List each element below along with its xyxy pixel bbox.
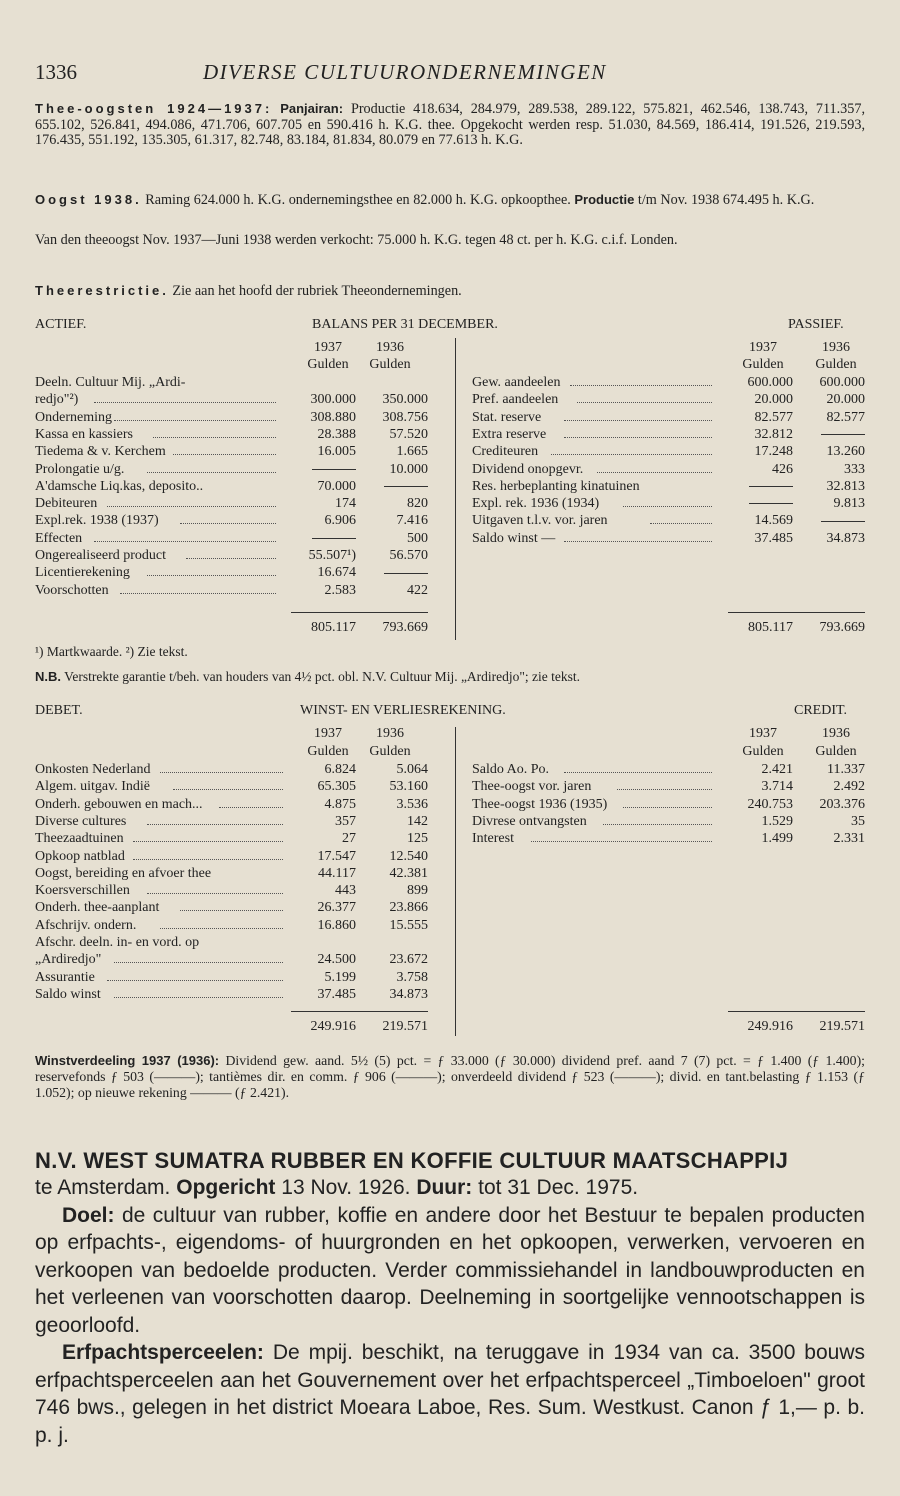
table-cell-1936: [362, 478, 428, 495]
dot-leader: [107, 969, 283, 981]
table-row-label: Debiteuren: [35, 496, 98, 512]
dot-leader: [94, 391, 276, 403]
table-row-label: Assurantie: [35, 969, 95, 985]
table-cell-1936: 308.756: [382, 409, 428, 425]
balans-year-1936-right: 1936: [822, 340, 850, 355]
table-row-label: Voorschotten: [35, 582, 109, 598]
winst-unit-right-2: Gulden: [815, 744, 857, 759]
dot-leader: [564, 426, 712, 438]
table-row-label: Algem. uitgav. Indië: [35, 779, 150, 795]
table-cell-1936: 2.492: [833, 779, 865, 795]
table-cell-1937: 1.499: [761, 831, 793, 847]
table-cell-1937: 240.753: [747, 796, 793, 812]
dot-leader: [180, 512, 276, 524]
dot-leader: [133, 848, 283, 860]
winst-total-1937-right: 249.916: [747, 1019, 793, 1034]
nb-text: Verstrekte garantie t/beh. van houders van 4½ pct. obl. N.V. Cultuur Mij. „Ardiredjo"; zie tekst.: [64, 669, 581, 684]
table-cell-1937: 308.880: [310, 409, 356, 425]
table-row-label: Uitgaven t.l.v. vor. jaren: [472, 513, 608, 529]
table-cell-1937: 32.812: [754, 426, 793, 442]
dot-leader: [114, 986, 283, 998]
table-row-label: Afschr. deeln. in- en vord. op: [35, 935, 200, 950]
harvest-1938-text: Raming 624.000 h. K.G. ondernemingsthee en 82.000 h. K.G. opkoopthee.: [145, 192, 571, 208]
table-cell-1937: 16.674: [317, 565, 356, 581]
table-cell-1936: 203.376: [819, 796, 865, 812]
table-cell-1937: 4.875: [324, 796, 356, 812]
winst-total-rule-right: [728, 1011, 865, 1012]
table-cell-1936: [362, 564, 428, 581]
table-row-label: A'damsche Liq.kas, deposito..: [35, 478, 204, 494]
table-row-label: Dividend onopgevr.: [472, 461, 584, 477]
table-row-label: Licentierekening: [35, 565, 130, 581]
tea-restriction-text: Zie aan het hoofd der rubriek Theeondernemingen.: [172, 283, 462, 299]
table-row-label: redjo"²): [35, 392, 79, 408]
table-cell-1937: 443: [335, 883, 356, 899]
winst-total-1936-left: 219.571: [382, 1019, 428, 1034]
table-cell-1936: 10.000: [389, 461, 428, 477]
dot-leader: [219, 796, 283, 808]
opgericht-date: 13 Nov. 1926.: [281, 1176, 411, 1199]
dot-leader: [147, 882, 283, 894]
dot-leader: [94, 530, 276, 542]
nb-label: N.B.: [35, 669, 61, 684]
dot-leader: [114, 951, 283, 963]
balans-unit-right-1: Gulden: [742, 357, 784, 372]
table-row-label: Opkoop natblad: [35, 848, 125, 864]
table-cell-1937: 6.824: [324, 762, 356, 777]
doel-paragraph: [35, 1202, 865, 1340]
table-cell-1937: 3.714: [761, 779, 793, 795]
tea-harvest-paragraph: [35, 101, 865, 149]
empty-value-dash: [384, 486, 428, 487]
winst-total-1936-right: 219.571: [819, 1019, 865, 1034]
dot-leader: [153, 426, 276, 438]
dot-leader: [114, 409, 276, 421]
winstverdeeling-paragraph: [35, 1053, 865, 1101]
dot-leader: [603, 813, 712, 825]
dot-leader: [551, 443, 712, 455]
dot-leader: [617, 778, 712, 790]
table-cell-1937: 14.569: [754, 513, 793, 529]
table-cell-1937: 26.377: [317, 900, 356, 916]
empty-value-dash: [821, 434, 865, 435]
table-cell-1937: 6.906: [324, 513, 356, 529]
winst-credit-title: CREDIT.: [794, 703, 848, 718]
dot-leader: [623, 495, 712, 507]
table-row-label: Thee-oogst vor. jaren: [472, 779, 592, 795]
balans-title: BALANS PER 31 DECEMBER.: [312, 317, 498, 332]
winst-year-1937-left: 1937: [314, 726, 342, 741]
harvest-1938-text-2: t/m Nov. 1938 674.495 h. K.G.: [637, 192, 815, 208]
table-cell-1936: 13.260: [826, 444, 865, 460]
table-row-label: Gew. aandeelen: [472, 375, 561, 390]
table-cell-1936: 5.064: [396, 762, 428, 777]
balans-total-1937-right: 805.117: [748, 620, 793, 635]
table-cell-1937: 65.305: [317, 779, 356, 795]
table-row-label: Onderh. gebouwen en mach...: [35, 796, 203, 812]
table-cell-1936: 142: [407, 813, 428, 829]
dot-leader: [160, 761, 283, 773]
table-row-label: Onderh. thee-aanplant: [35, 900, 160, 916]
duur-label: Duur:: [416, 1176, 473, 1199]
table-cell-1936: 57.520: [389, 426, 428, 442]
table-cell-1936: 1.665: [396, 444, 428, 460]
balans-passief-title: PASSIEF.: [788, 317, 844, 332]
table-cell-1937: 37.485: [754, 530, 793, 546]
table-row-label: „Ardiredjo": [35, 952, 102, 968]
dot-leader: [531, 830, 712, 842]
winstverdeeling-text: Dividend gew. aand. 5½ (5) pct. = ƒ 33.000 (ƒ 30.000) dividend pref. aand 7 (7) pct. = ƒ 1.400 (ƒ 1.400); reservefonds ƒ 503 (———); tantièmes dir. en comm. ƒ 906 (———); onverdeeld dividend ƒ 523 (———); divid. en tant.belasting ƒ 1.153 (ƒ 1.052); op nieuwe rekening ——— (ƒ 2.421).: [35, 1053, 866, 1100]
table-cell-1936: 899: [407, 883, 428, 899]
table-cell-1936: 53.160: [389, 779, 428, 795]
dot-leader: [577, 391, 712, 403]
table-cell-1937: 426: [772, 461, 793, 477]
running-title: DIVERSE CULTUURONDERNEMINGEN: [203, 60, 607, 84]
table-cell-1936: 34.873: [826, 530, 865, 546]
balans-total-1936-left: 793.669: [382, 620, 428, 635]
table-cell-1937: 17.248: [754, 444, 793, 460]
harvest-1938-heading: Oogst 1938.: [35, 192, 142, 207]
winst-unit-left-1: Gulden: [307, 744, 349, 759]
table-row-label: Extra reserve: [472, 426, 547, 442]
dot-leader: [107, 495, 276, 507]
dot-leader: [180, 899, 283, 911]
table-cell-1936: 23.672: [389, 952, 428, 968]
table-cell-1936: 3.536: [396, 796, 428, 812]
table-row-label: Effecten: [35, 530, 83, 546]
table-row-label: Crediteuren: [472, 444, 539, 460]
table-row-label: Oogst, bereiding en afvoer thee: [35, 865, 212, 881]
table-row-label: Onkosten Nederland: [35, 762, 151, 777]
table-cell-1936: [799, 512, 865, 529]
table-cell-1937: [288, 461, 356, 478]
table-cell-1937: 37.485: [317, 986, 356, 1002]
winst-debet-title: DEBET.: [35, 703, 83, 718]
table-row-label: Deeln. Cultuur Mij. „Ardi-: [35, 375, 186, 390]
empty-value-dash: [749, 486, 793, 487]
table-row-label: Thee-oogst 1936 (1935): [472, 796, 608, 812]
empty-value-dash: [821, 521, 865, 522]
table-cell-1937: 20.000: [754, 392, 793, 408]
table-cell-1937: [725, 495, 793, 512]
company-founding-line: [35, 1174, 865, 1202]
balans-total-rule-left: [291, 612, 428, 613]
panjairan-label: Panjairan:: [280, 101, 344, 116]
dot-leader: [597, 461, 712, 473]
dot-leader: [186, 547, 276, 559]
table-row-label: Afschrijv. ondern.: [35, 917, 137, 933]
table-cell-1937: 16.860: [317, 917, 356, 933]
balans-actief-title: ACTIEF.: [35, 317, 87, 332]
winst-year-1937-right: 1937: [749, 726, 777, 741]
table-cell-1937: 82.577: [754, 409, 793, 425]
table-cell-1936: 34.873: [389, 986, 428, 1002]
table-cell-1937: 2.421: [761, 762, 793, 777]
table-cell-1936: 500: [407, 530, 428, 546]
table-cell-1936: 350.000: [382, 392, 428, 408]
table-row-label: Expl. rek. 1936 (1934): [472, 496, 600, 512]
table-cell-1937: 16.005: [317, 444, 356, 460]
table-row-label: Theezaadtuinen: [35, 831, 124, 847]
table-cell-1937: [725, 478, 793, 495]
table-cell-1937: 28.388: [317, 426, 356, 442]
table-cell-1936: 12.540: [389, 848, 428, 864]
balans-divider: [455, 338, 456, 640]
table-row-label: Stat. reserve: [472, 409, 542, 425]
table-row-label: Onderneming: [35, 409, 112, 425]
table-row-label: Pref. aandeelen: [472, 392, 559, 408]
winst-divider: [455, 727, 456, 1036]
tea-harvest-heading: Thee-oogsten 1924—1937:: [35, 101, 273, 116]
table-row-label: Saldo winst: [35, 986, 101, 1002]
dot-leader: [173, 778, 283, 790]
dot-leader: [133, 830, 283, 842]
production-label: Productie: [574, 192, 635, 207]
table-cell-1937: 1.529: [761, 813, 793, 829]
nb-note: [35, 668, 580, 685]
balans-unit-left-2: Gulden: [369, 357, 411, 372]
erfpacht-paragraph: [35, 1339, 865, 1449]
table-cell-1936: [799, 426, 865, 443]
company-name: N.V. WEST SUMATRA RUBBER EN KOFFIE CULTUUR MAATSCHAPPIJ: [35, 1148, 789, 1173]
empty-value-dash: [312, 469, 356, 470]
balans-unit-right-2: Gulden: [815, 357, 857, 372]
table-cell-1936: 15.555: [389, 917, 428, 933]
table-cell-1937: 5.199: [324, 969, 356, 985]
table-cell-1936: 20.000: [826, 392, 865, 408]
table-row-label: Divrese ontvangsten: [472, 813, 587, 829]
table-row-label: Interest: [472, 831, 514, 847]
dot-leader: [160, 917, 283, 929]
table-cell-1936: 35: [851, 813, 865, 829]
table-cell-1936: 11.337: [827, 762, 865, 777]
erfpacht-text: De mpij. beschikt, na teruggave in 1934 van ca. 3500 bouws erfpachtsperceelen aan het Gouvernement over het erfpachtsperceel „Timboeloen" groot 746 bws., gelegen in het district Moeara Laboe, Res. Sum. Westkust. Canon ƒ 1,— p. b. p. j.: [35, 1341, 865, 1447]
dot-leader: [120, 582, 276, 594]
tea-restriction-paragraph: [35, 283, 865, 300]
dot-leader: [570, 374, 712, 386]
balans-year-1937-right: 1937: [749, 340, 777, 355]
table-cell-1936: 7.416: [396, 513, 428, 529]
dot-leader: [564, 530, 712, 542]
table-row-label: Diverse cultures: [35, 813, 127, 829]
dot-leader: [564, 409, 712, 421]
balans-year-1936-left: 1936: [376, 340, 404, 355]
table-cell-1936: 56.570: [389, 548, 428, 563]
winst-total-rule-left: [291, 1011, 428, 1012]
tea-restriction-heading: Theerestrictie.: [35, 283, 169, 298]
table-cell-1937: 70.000: [317, 478, 356, 494]
dot-leader: [173, 443, 276, 455]
table-cell-1937: 55.507¹): [308, 548, 356, 563]
table-row-label: Koersverschillen: [35, 883, 130, 899]
dot-leader: [147, 813, 283, 825]
table-row-label: Kassa en kassiers: [35, 426, 133, 442]
tea-harvest-text: Productie 418.634, 284.979, 289.538, 289.122, 575.821, 462.546, 138.743, 711.357, 655.102, 526.841, 494.086, 471.706, 607.705 en 590.416 h. K.G. thee. Opgekocht werden resp. 51.030, 84.569, 186.414, 191.526, 219.593, 176.435, 551.192, 135.305, 61.317, 82.748, 83.184, 81.834, 80.079 en 77.613 h. K.G.: [35, 101, 865, 149]
winst-unit-left-2: Gulden: [369, 744, 411, 759]
balans-footnote: ¹) Martkwaarde. ²) Zie tekst.: [35, 644, 188, 659]
winst-year-1936-left: 1936: [376, 726, 404, 741]
table-cell-1936: 125: [407, 831, 428, 847]
table-cell-1937: 17.547: [317, 848, 356, 864]
balans-total-1936-right: 793.669: [819, 620, 865, 635]
harvest-1938-paragraph: [35, 192, 865, 209]
winst-year-1936-right: 1936: [822, 726, 850, 741]
winstverdeeling-heading: Winstverdeeling 1937 (1936):: [35, 1053, 220, 1068]
table-cell-1936: 82.577: [826, 409, 865, 425]
company-description: [35, 1174, 865, 1449]
page-number: 1336: [35, 60, 77, 84]
table-cell-1937: 24.500: [317, 952, 356, 968]
balans-total-rule-right: [728, 612, 865, 613]
balans-year-1937-left: 1937: [314, 340, 342, 355]
dot-leader: [147, 461, 276, 473]
dot-leader: [564, 761, 712, 773]
table-cell-1936: 3.758: [396, 969, 428, 985]
table-cell-1937: 2.583: [324, 582, 356, 598]
table-cell-1936: 422: [407, 582, 428, 598]
empty-value-dash: [749, 503, 793, 504]
table-row-label: Tiedema & v. Kerchem: [35, 444, 166, 460]
table-cell-1937: 27: [342, 831, 356, 847]
dot-leader: [623, 796, 712, 808]
opgericht-label: Opgericht: [176, 1176, 276, 1199]
table-cell-1937: [288, 530, 356, 547]
table-row-label: Res. herbeplanting kinatuinen: [472, 478, 640, 494]
erfpacht-label: Erfpachtsperceelen:: [62, 1341, 264, 1364]
table-cell-1936: 23.866: [389, 900, 428, 916]
table-cell-1936: 600.000: [819, 375, 865, 390]
table-cell-1936: 42.381: [389, 865, 428, 881]
sales-paragraph: Van den theeoogst Nov. 1937—Juni 1938 werden verkocht: 75.000 h. K.G. tegen 48 ct. per h. K.G. c.i.f. Londen.: [35, 232, 678, 248]
duur-value: tot 31 Dec. 1975.: [478, 1176, 639, 1199]
balans-total-1937-left: 805.117: [311, 620, 356, 635]
empty-value-dash: [384, 573, 428, 574]
table-cell-1937: 174: [335, 496, 356, 512]
table-row-label: Ongerealiseerd product: [35, 548, 166, 563]
table-row-label: Prolongatie u/g.: [35, 461, 125, 477]
table-cell-1936: 9.813: [833, 496, 865, 512]
table-row-label: Saldo winst —: [472, 530, 556, 546]
empty-value-dash: [312, 538, 356, 539]
table-row-label: Saldo Ao. Po.: [472, 762, 550, 777]
company-location: te Amsterdam.: [35, 1176, 171, 1199]
dot-leader: [650, 512, 712, 524]
table-row-label: Expl.rek. 1938 (1937): [35, 513, 159, 529]
table-cell-1936: 820: [407, 496, 428, 512]
table-cell-1936: 32.813: [826, 478, 865, 494]
doel-text: de cultuur van rubber, koffie en andere door het Bestuur te bepalen producten op erfpachts-, eigendoms- of huurgronden en het opkoopen, verwerken, vervoeren en verkoopen van bedoelde producten. Verder commissiehandel in landbouwproducten en het verleenen van voorschotten daarop. Deelneming in soortgelijke vennootschappen is geoorloofd.: [35, 1203, 865, 1337]
winst-title: WINST- EN VERLIESREKENING.: [300, 703, 506, 718]
dot-leader: [147, 564, 276, 576]
table-cell-1937: 44.117: [318, 865, 356, 881]
table-cell-1936: 333: [844, 461, 865, 477]
doel-label: Doel:: [62, 1203, 115, 1227]
winst-unit-right-1: Gulden: [742, 744, 784, 759]
balans-unit-left-1: Gulden: [307, 357, 349, 372]
table-cell-1937: 300.000: [310, 392, 356, 408]
table-cell-1937: 600.000: [747, 375, 793, 390]
table-cell-1936: 2.331: [833, 831, 865, 847]
table-cell-1937: 357: [335, 813, 356, 829]
winst-total-1937-left: 249.916: [310, 1019, 356, 1034]
